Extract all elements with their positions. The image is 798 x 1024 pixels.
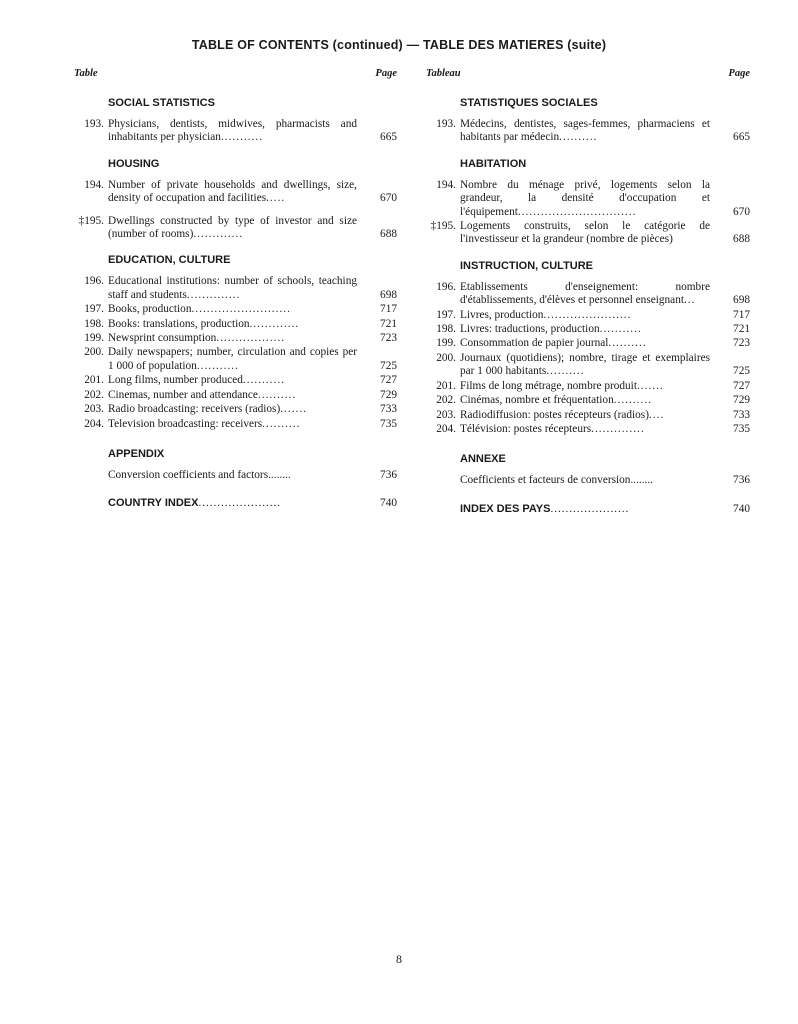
column-header-page: Page [375, 68, 397, 79]
entry-page: 725 [380, 359, 397, 372]
section-heading-education: INSTRUCTION, CULTURE [460, 259, 594, 272]
entry-text: Long films, number produced [108, 374, 243, 387]
toc-entry[interactable]: 198. Livres: traductions, production........... 721 [424, 323, 750, 336]
entry-page: 698 [733, 294, 750, 307]
entry-text: Médecins, dentistes, sages-femmes, pharmaciens et habitants par médecin [460, 118, 710, 144]
entry-text: Dwellings constructed by type of investor and size (number of rooms) [108, 214, 357, 241]
english-column [72, 68, 397, 518]
page-number: 8 [396, 952, 402, 966]
entry-page: 740 [733, 502, 750, 515]
french-column [424, 68, 750, 524]
entry-number: 203. [84, 403, 104, 416]
entry-text: Logements construits, selon le catégorie de l'investisseur et la grandeur (nombre de pièces) [460, 220, 710, 246]
entry-text: Radio broadcasting: receivers (radios) [108, 403, 281, 416]
toc-entry[interactable]: 200. Journaux (quotidiens); nombre, tirage et exemplaires par 1 000 habitants.......... 725 [424, 352, 750, 379]
entry-page: 729 [733, 394, 750, 407]
entry-number: 193. [436, 118, 456, 130]
entry-text: Journaux (quotidiens); nombre, tirage et exemplaires par 1 000 habitants [460, 351, 710, 378]
page-title: TABLE OF CONTENTS (continued) — TABLE DES MATIERES (suite) [191, 38, 607, 52]
entry-text: Films de long métrage, nombre produit [460, 379, 637, 392]
entry-text: Nombre du ménage privé, logements selon la grandeur, la densité d'occupation et l'équipement [460, 178, 710, 218]
toc-entry[interactable]: 198. Books: translations, production............. 721 [72, 318, 397, 331]
entry-page: 727 [733, 379, 750, 392]
entry-page: 725 [733, 365, 750, 378]
section-heading-social: STATISTIQUES SOCIALES [460, 97, 598, 109]
entry-number: 203. [436, 408, 456, 421]
entry-text: Télévision: postes récepteurs [460, 422, 592, 435]
column-header-table: Table [74, 68, 98, 79]
entry-page: 698 [380, 288, 397, 301]
entry-text: Physicians, dentists, midwives, pharmacists and inhabitants per physician [108, 118, 357, 144]
toc-entry[interactable]: 196. Etablissements d'enseignement: nombre d'établissements, d'élèves et personnel enseignant... 698 [424, 281, 750, 308]
entry-number: 202. [436, 394, 456, 407]
entry-number: 200. [84, 346, 104, 359]
entry-text: Daily newspapers; number, circulation and copies per 1 000 of population [108, 346, 357, 372]
entry-text: Conversion coefficients and factors [108, 468, 269, 481]
entry-number: 194. [84, 178, 104, 191]
entry-text: Number of private households and dwellings, size, density of occupation and facilities [108, 178, 357, 205]
entry-page: 688 [733, 233, 750, 246]
entry-page: 736 [380, 468, 397, 481]
entry-number: 198. [436, 323, 456, 336]
toc-entry[interactable]: 194. Number of private households and dwellings, size, density of occupation and facilities..... 670 [72, 179, 397, 206]
toc-entry[interactable]: 202. Cinémas, nombre et fréquentation.......... 729 [424, 394, 750, 407]
entry-number: 197. [84, 303, 104, 316]
entry-number: 198. [84, 317, 104, 330]
section-heading-housing: HOUSING [108, 157, 160, 170]
entry-number: 199. [436, 337, 456, 350]
toc-entry[interactable]: 199. Newsprint consumption.................. 723 [72, 332, 397, 345]
entry-text: Books, production [108, 303, 192, 316]
toc-entry-country-index[interactable]: COUNTRY INDEX...................... 740 [108, 497, 397, 510]
section-heading-housing: HABITATION [460, 157, 527, 170]
column-header-table: Tableau [426, 68, 461, 79]
toc-entry[interactable]: 201. Films de long métrage, nombre produit....... 727 [424, 380, 750, 393]
toc-entry[interactable]: 193. Médecins, dentistes, sages-femmes, pharmaciens et habitants par médecin.......... 665 [424, 118, 750, 145]
toc-entry[interactable]: 204. Télévision: postes récepteurs.............. 735 [424, 423, 750, 436]
entry-page: 665 [733, 131, 750, 144]
entry-number: ‡195. [78, 214, 104, 227]
entry-text: Cinemas, number and attendance [108, 388, 258, 401]
entry-text: Educational institutions: number of schools, teaching staff and students [108, 275, 357, 301]
entry-page: 688 [380, 228, 397, 241]
entry-text: Consommation de papier journal [460, 337, 609, 350]
toc-entry[interactable]: ‡195. Dwellings constructed by type of investor and size (number of rooms)............. 688 [72, 215, 397, 242]
entry-text: Radiodiffusion: postes récepteurs (radios) [460, 408, 649, 421]
column-header-page: Page [728, 68, 750, 79]
entry-number: 197. [436, 308, 456, 321]
toc-entry[interactable] [424, 220, 750, 247]
entry-page: 717 [380, 303, 397, 316]
toc-entry[interactable]: 193. Physicians, dentists, midwives, pharmacists and inhabitants per physician........... 665 [72, 118, 397, 145]
entry-page: 735 [380, 417, 397, 430]
toc-entry[interactable]: 203. Radio broadcasting: receivers (radios)....... 733 [72, 403, 397, 416]
entry-text: Newsprint consumption [108, 332, 217, 345]
entry-page: 670 [733, 205, 750, 218]
toc-entry-country-index[interactable]: INDEX DES PAYS..................... 740 [460, 502, 750, 515]
section-heading-appendix: ANNEXE [460, 453, 506, 466]
entry-number: 201. [84, 374, 104, 387]
entry-number: 201. [436, 379, 456, 392]
entry-page: 733 [733, 408, 750, 421]
toc-entry[interactable]: 200. Daily newspapers; number, circulation and copies per 1 000 of population........... 725 [72, 346, 397, 373]
entry-text: Livres: traductions, production [460, 323, 600, 336]
toc-entry[interactable]: 201. Long films, number produced........... 727 [72, 374, 397, 387]
section-heading-country-index: COUNTRY INDEX [108, 497, 199, 510]
entry-number: 204. [84, 417, 104, 430]
entry-page: 723 [380, 332, 397, 345]
entry-number: ‡195. [430, 220, 456, 233]
section-heading-social: SOCIAL STATISTICS [108, 97, 215, 109]
toc-entry[interactable]: 196. Educational institutions: number of schools, teaching staff and students.............. 698 [72, 275, 397, 302]
entry-number: 202. [84, 388, 104, 401]
toc-entry[interactable]: 203. Radiodiffusion: postes récepteurs (radios).... 733 [424, 409, 750, 422]
entry-number: 200. [436, 351, 456, 364]
column-header [424, 68, 750, 84]
entry-page: 729 [380, 388, 397, 401]
entry-number: 196. [436, 280, 456, 293]
entry-text: Television broadcasting: receivers [108, 417, 263, 430]
entry-page: 733 [380, 403, 397, 416]
toc-entry-appendix[interactable]: Coefficients et facteurs de conversion........ 736 [460, 474, 750, 487]
entry-text: Etablissements d'enseignement: nombre d'établissements, d'élèves et personnel enseignant [460, 280, 710, 307]
section-heading-appendix: APPENDIX [108, 447, 165, 460]
section-heading-education: EDUCATION, CULTURE [108, 254, 231, 267]
entry-page: 736 [733, 474, 750, 487]
entry-text: Livres, production [460, 308, 544, 321]
column-header [72, 68, 397, 84]
entry-number: 194. [436, 178, 456, 191]
entry-page: 721 [380, 317, 397, 330]
entry-page: 721 [733, 323, 750, 336]
toc-entry[interactable]: 199. Consommation de papier journal.......... 723 [424, 337, 750, 350]
entry-text: Coefficients et facteurs de conversion [460, 474, 631, 487]
entry-number: 199. [84, 332, 104, 345]
entry-page: 727 [380, 374, 397, 387]
entry-number: 196. [84, 275, 104, 288]
entry-page: 740 [380, 497, 397, 510]
entry-text: Cinémas, nombre et fréquentation [460, 394, 614, 407]
entry-number: 204. [436, 422, 456, 435]
entry-text: Books: translations, production [108, 317, 250, 330]
entry-page: 665 [380, 131, 397, 144]
entry-page: 717 [733, 308, 750, 321]
entry-page: 735 [733, 422, 750, 435]
entry-number: 193. [84, 118, 104, 130]
toc-entry-appendix[interactable]: Conversion coefficients and factors........ 736 [108, 468, 397, 481]
entry-page: 723 [733, 337, 750, 350]
section-heading-country-index: INDEX DES PAYS [460, 502, 551, 515]
toc-entry[interactable]: 194. Nombre du ménage privé, logements selon la grandeur, la densité d'occupation et l'équipement............................... 670 [424, 179, 750, 219]
toc-entry[interactable]: 204. Television broadcasting: receivers.......... 735 [72, 418, 397, 431]
entry-page: 670 [380, 192, 397, 205]
toc-entry[interactable]: 202. Cinemas, number and attendance.......... 729 [72, 389, 397, 402]
toc-entry[interactable]: 197. Livres, production....................... 717 [424, 309, 750, 322]
toc-entry[interactable]: 197. Books, production.......................... 717 [72, 303, 397, 316]
